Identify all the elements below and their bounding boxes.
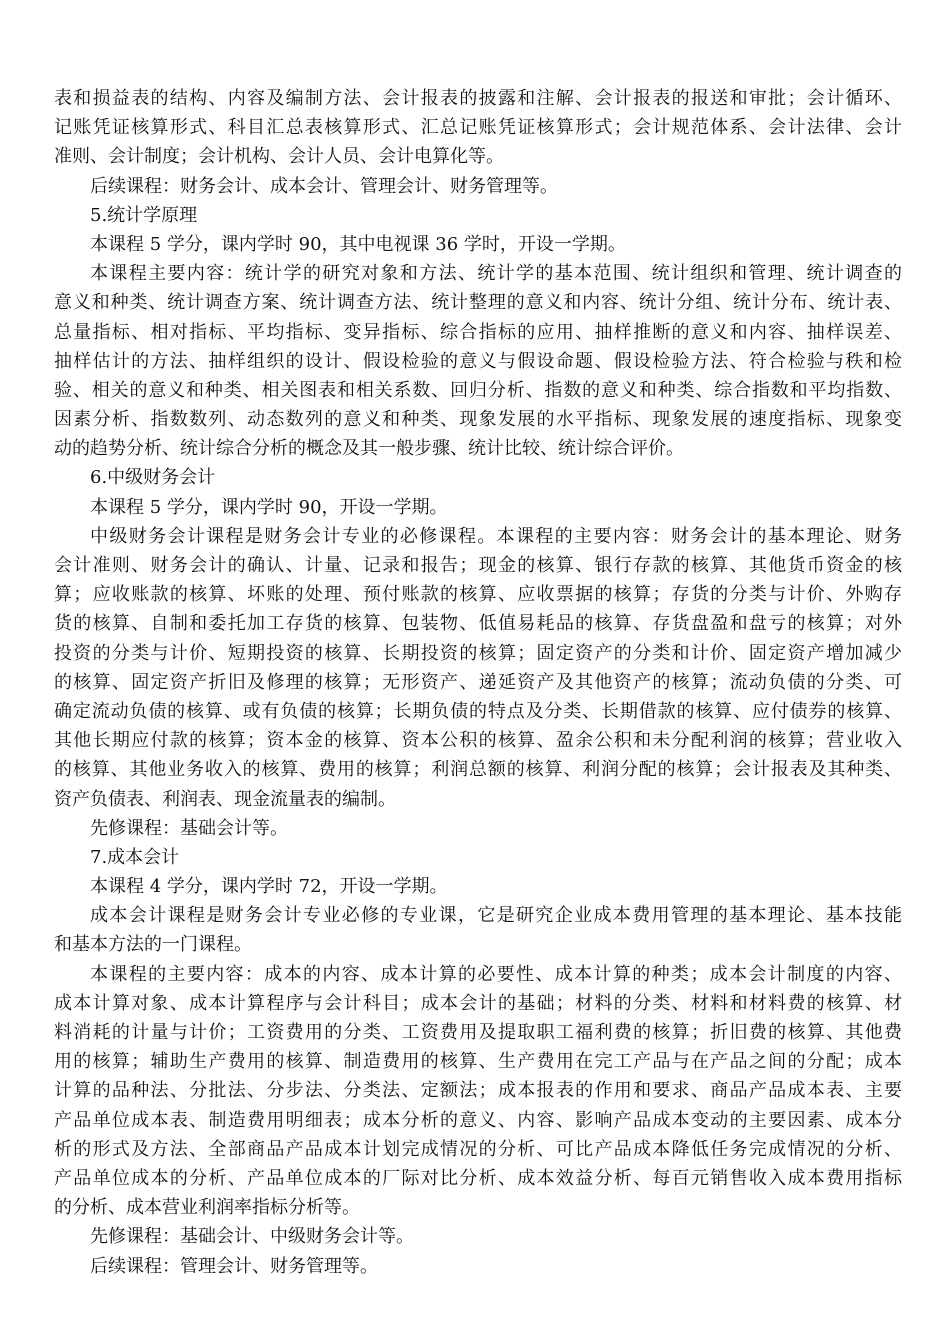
- text-line: 会计准则、财务会计的确认、计量、记录和报告；现金的核算、银行存款的核算、其他货币资金的核: [54, 555, 902, 576]
- text-line: 因素分析、指数数列、动态数列的意义和种类、现象发展的水平指标、现象发展的速度指标、现象变: [54, 409, 902, 431]
- section-heading-cost-accounting: 7.成本会计: [90, 846, 180, 868]
- text-line: 产品单位成本表、制造费用明细表；成本分析的意义、内容、影响产品成本变动的主要因素、成本分: [54, 1109, 902, 1131]
- text-line: 料消耗的计量与计价；工资费用的分类、工资费用及提取职工福利费的核算；折旧费的核算、其他费: [54, 1022, 902, 1043]
- text-line: 成本会计课程是财务会计专业必修的专业课，它是研究企业成本费用管理的基本理论、基本技能: [90, 905, 902, 927]
- text-line: 投资的分类与计价、短期投资的核算、长期投资的核算；固定资产的分类和计价、固定资产增加减少: [54, 642, 902, 664]
- text-line: 资产负债表、利润表、现金流量表的编制。: [54, 788, 396, 810]
- text-line: 意义和种类、统计调查方案、统计调查方法、统计整理的意义和内容、统计分组、统计分布、统计表、: [54, 292, 902, 314]
- prerequisite-line: 先修课程：基础会计、中级财务会计等。: [90, 1226, 414, 1248]
- text-line: 表和损益表的结构、内容及编制方法、会计报表的披露和注解、会计报表的报送和审批；会计循环、: [54, 88, 902, 109]
- text-line: 的核算、其他业务收入的核算、费用的核算；利润总额的核算、利润分配的核算；会计报表及其种类、: [54, 759, 902, 781]
- text-line: 算；应收账款的核算、坏账的处理、预付账款的核算、应收票据的核算；存货的分类与计价、外购存: [54, 584, 902, 606]
- text-line: 成本计算对象、成本计算程序与会计科目；成本会计的基础；材料的分类、材料和材料费的核算、材: [54, 992, 902, 1014]
- section-heading-statistics: 5.统计学原理: [90, 204, 198, 226]
- prerequisite-line: 先修课程：基础会计等。: [90, 817, 288, 839]
- text-line: 计算的品种法、分批法、分步法、分类法、定额法；成本报表的作用和要求、商品产品成本表、主要: [54, 1080, 902, 1102]
- text-line: 本课程主要内容：统计学的研究对象和方法、统计学的基本范围、统计组织和管理、统计调查的: [90, 263, 902, 285]
- text-line: 动的趋势分析、统计综合分析的概念及其一般步骤、统计比较、统计综合评价。: [54, 438, 684, 460]
- prerequisite-line: 后续课程：财务会计、成本会计、管理会计、财务管理等。: [90, 175, 558, 197]
- text-line: 本课程的主要内容：成本的内容、成本计算的必要性、成本计算的种类；成本会计制度的内容、: [90, 963, 902, 985]
- text-line: 其他长期应付款的核算；资本金的核算、资本公积的核算、盈余公积和未分配利润的核算；营业收入: [54, 730, 902, 752]
- text-line: 的分析、成本营业利润率指标分析等。: [54, 1197, 360, 1219]
- course-credit-line: 本课程 4 学分，课内学时 72，开设一学期。: [90, 876, 448, 898]
- follow-up-course-line: 后续课程：管理会计、财务管理等。: [90, 1255, 378, 1277]
- section-heading-intermediate-accounting: 6.中级财务会计: [90, 467, 216, 489]
- course-credit-line: 本课程 5 学分，课内学时 90，其中电视课 36 学时，开设一学期。: [90, 233, 626, 255]
- text-line: 验、相关的意义和种类、相关图表和相关系数、回归分析、指数的意义和种类、综合指数和平均指数、: [54, 379, 902, 401]
- text-line: 准则、会计制度；会计机构、会计人员、会计电算化等。: [54, 146, 504, 168]
- text-line: 中级财务会计课程是财务会计专业的必修课程。本课程的主要内容：财务会计的基本理论、财务: [90, 525, 902, 547]
- text-line: 总量指标、相对指标、平均指标、变异指标、综合指标的应用、抽样推断的意义和内容、抽样误差、: [54, 321, 902, 343]
- text-line: 析的形式及方法、全部商品产品成本计划完成情况的分析、可比产品成本降低任务完成情况的分析、: [54, 1138, 902, 1160]
- text-line: 抽样估计的方法、抽样组织的设计、假设检验的意义与假设命题、假设检验方法、符合检验与秩和检: [54, 350, 902, 372]
- course-credit-line: 本课程 5 学分，课内学时 90，开设一学期。: [90, 496, 448, 518]
- text-line: 货的核算、自制和委托加工存货的核算、包装物、低值易耗品的核算、存货盘盈和盘亏的核算；对外: [54, 613, 902, 635]
- text-line: 产品单位成本的分析、产品单位成本的厂际对比分析、成本效益分析、每百元销售收入成本费用指标: [54, 1167, 902, 1189]
- document-page: [54, 84, 902, 1281]
- text-line: 记账凭证核算形式、科目汇总表核算形式、汇总记账凭证核算形式；会计规范体系、会计法律、会计: [54, 117, 902, 139]
- text-line: 和基本方法的一门课程。: [54, 934, 252, 956]
- text-line: 用的核算；辅助生产费用的核算、制造费用的核算、生产费用在完工产品与在产品之间的分配；成本: [54, 1051, 902, 1073]
- text-line: 确定流动负债的核算、或有负债的核算；长期负债的特点及分类、长期借款的核算、应付债券的核算、: [54, 700, 902, 722]
- text-line: 的核算、固定资产折旧及修理的核算；无形资产、递延资产及其他资产的核算；流动负债的分类、可: [54, 671, 902, 693]
